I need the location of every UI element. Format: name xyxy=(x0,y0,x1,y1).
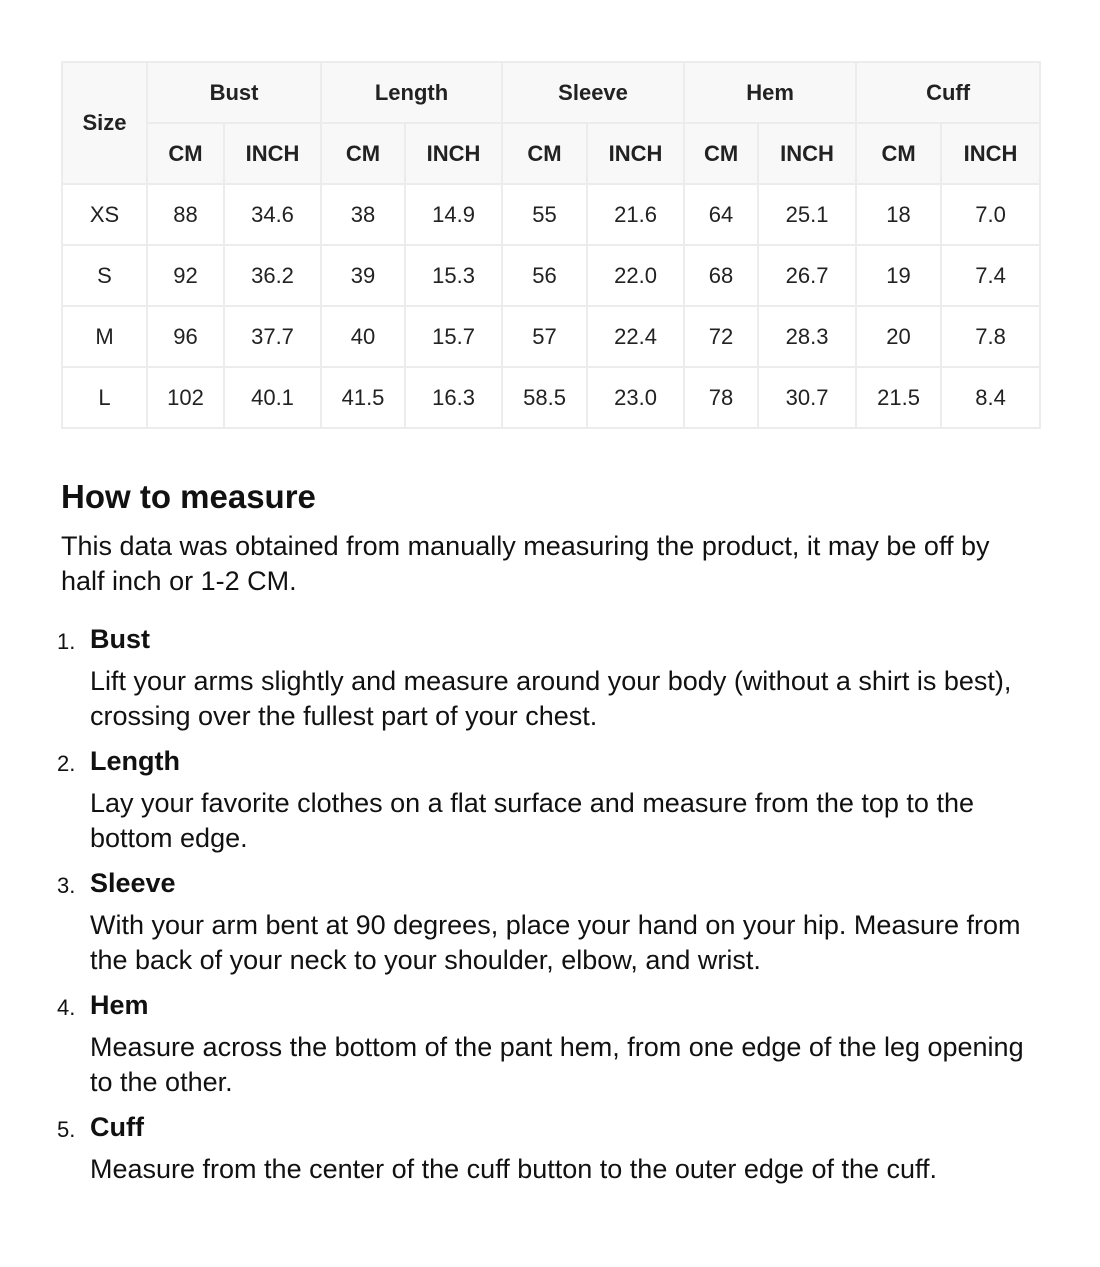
cuff-cm-cell: 18 xyxy=(856,184,941,245)
group-header-sleeve: Sleeve xyxy=(502,62,684,123)
hem-cm-cell: 78 xyxy=(684,367,758,428)
how-to-measure-heading: How to measure xyxy=(61,478,316,515)
bust-inch-cell: 36.2 xyxy=(224,245,321,306)
bust-inch-cell: 37.7 xyxy=(224,306,321,367)
hem-inch-cell: 30.7 xyxy=(758,367,856,428)
unit-header-cm: CM xyxy=(684,123,758,184)
cuff-inch-cell: 7.0 xyxy=(941,184,1040,245)
size-guide xyxy=(57,61,1039,1184)
step-number: 3. xyxy=(57,873,76,898)
step-number: 5. xyxy=(57,1117,76,1142)
size-header: Size xyxy=(62,62,147,184)
hem-inch-cell: 25.1 xyxy=(758,184,856,245)
list-item xyxy=(57,1107,1039,1187)
bust-cm-cell: 88 xyxy=(147,184,224,245)
step-title: Bust xyxy=(90,624,150,654)
step-description: Lift your arms slightly and measure around your body (without a shirt is best), crossing over the fullest part of your chest. xyxy=(90,666,1012,731)
step-description: Lay your favorite clothes on a flat surface and measure from the top to the bottom edge. xyxy=(90,788,974,853)
measure-steps-list xyxy=(57,619,1039,1194)
cuff-inch-cell: 7.4 xyxy=(941,245,1040,306)
size-cell: M xyxy=(62,306,147,367)
sleeve-cm-cell: 55 xyxy=(502,184,587,245)
list-item xyxy=(57,741,1039,856)
hem-cm-cell: 68 xyxy=(684,245,758,306)
step-description: With your arm bent at 90 degrees, place your hand on your hip. Measure from the back of your neck to your shoulder, elbow, and wrist. xyxy=(90,910,1021,975)
header-row-units xyxy=(62,123,1040,184)
unit-header-cm: CM xyxy=(502,123,587,184)
length-inch-cell: 15.3 xyxy=(405,245,502,306)
bust-cm-cell: 102 xyxy=(147,367,224,428)
list-item xyxy=(57,985,1039,1100)
group-header-cuff: Cuff xyxy=(856,62,1040,123)
bust-cm-cell: 96 xyxy=(147,306,224,367)
unit-header-cm: CM xyxy=(856,123,941,184)
step-title: Sleeve xyxy=(90,868,176,898)
unit-header-inch: INCH xyxy=(587,123,684,184)
hem-cm-cell: 64 xyxy=(684,184,758,245)
bust-cm-cell: 92 xyxy=(147,245,224,306)
length-inch-cell: 14.9 xyxy=(405,184,502,245)
size-cell: XS xyxy=(62,184,147,245)
table-row xyxy=(62,184,1040,245)
sleeve-cm-cell: 58.5 xyxy=(502,367,587,428)
sleeve-cm-cell: 57 xyxy=(502,306,587,367)
unit-header-inch: INCH xyxy=(758,123,856,184)
sleeve-inch-cell: 23.0 xyxy=(587,367,684,428)
step-title: Length xyxy=(90,746,180,776)
sleeve-inch-cell: 22.0 xyxy=(587,245,684,306)
unit-header-inch: INCH xyxy=(224,123,321,184)
intro-text: This data was obtained from manually measuring the product, it may be off by half inch or 1-2 CM. xyxy=(61,531,990,596)
cuff-cm-cell: 21.5 xyxy=(856,367,941,428)
length-inch-cell: 16.3 xyxy=(405,367,502,428)
size-chart-table xyxy=(61,61,1041,429)
unit-header-cm: CM xyxy=(147,123,224,184)
list-item xyxy=(57,619,1039,734)
table-row xyxy=(62,306,1040,367)
unit-header-inch: INCH xyxy=(405,123,502,184)
bust-inch-cell: 34.6 xyxy=(224,184,321,245)
step-title: Hem xyxy=(90,990,149,1020)
unit-header-cm: CM xyxy=(321,123,405,184)
step-number: 2. xyxy=(57,751,76,776)
cuff-inch-cell: 8.4 xyxy=(941,367,1040,428)
hem-cm-cell: 72 xyxy=(684,306,758,367)
hem-inch-cell: 28.3 xyxy=(758,306,856,367)
list-item xyxy=(57,863,1039,978)
step-description: Measure from the center of the cuff button to the outer edge of the cuff. xyxy=(90,1154,938,1184)
bust-inch-cell: 40.1 xyxy=(224,367,321,428)
length-cm-cell: 41.5 xyxy=(321,367,405,428)
step-description: Measure across the bottom of the pant hem, from one edge of the leg opening to the other. xyxy=(90,1032,1024,1097)
table-row xyxy=(62,245,1040,306)
step-title: Cuff xyxy=(90,1112,144,1142)
length-cm-cell: 40 xyxy=(321,306,405,367)
hem-inch-cell: 26.7 xyxy=(758,245,856,306)
step-number: 4. xyxy=(57,995,76,1020)
header-row-groups xyxy=(62,62,1040,123)
size-cell: S xyxy=(62,245,147,306)
sleeve-inch-cell: 21.6 xyxy=(587,184,684,245)
group-header-length: Length xyxy=(321,62,502,123)
length-cm-cell: 39 xyxy=(321,245,405,306)
length-cm-cell: 38 xyxy=(321,184,405,245)
step-number: 1. xyxy=(57,629,76,654)
length-inch-cell: 15.7 xyxy=(405,306,502,367)
cuff-cm-cell: 20 xyxy=(856,306,941,367)
group-header-hem: Hem xyxy=(684,62,856,123)
unit-header-inch: INCH xyxy=(941,123,1040,184)
sleeve-inch-cell: 22.4 xyxy=(587,306,684,367)
sleeve-cm-cell: 56 xyxy=(502,245,587,306)
table-row xyxy=(62,367,1040,428)
group-header-bust: Bust xyxy=(147,62,321,123)
cuff-inch-cell: 7.8 xyxy=(941,306,1040,367)
size-cell: L xyxy=(62,367,147,428)
cuff-cm-cell: 19 xyxy=(856,245,941,306)
